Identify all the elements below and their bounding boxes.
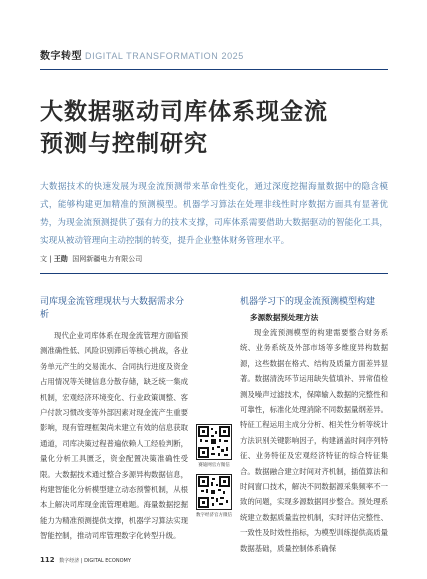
author-org: 国网新疆电力有限公司 xyxy=(72,255,143,263)
section-label xyxy=(40,47,244,62)
right-column-body: 现金流预测模型的构建需要整合财务系统、业务系统及外部市场等多维度异构数据源，这些数据在格式、结构及质量方面差异显著。数据清洗环节运用缺失值填补、异常值检测及噪声过滤技术，保障输入数据的完整性和可靠性，标准化处理消除不同数据量纲差异。特征工程运用主成分分析、相关性分析等统计方法识别关键影响因子，构建涵盖时间序列特征、业务特征及宏观经济特征的综合特征集合。数据融合建立时间对齐机制，插值算法和时间窗口技术，解决不同数据源采集频率不一致的问题，实现多源数据同步整合。预处理系统建立数据质量监控机制，实时评估完整性、一致性及时效性指标，为模型训练提供高质量数据基础，质量控制体系确保 xyxy=(240,328,388,553)
qr-code-block-2 xyxy=(196,474,232,518)
qr-code-icon xyxy=(196,424,232,460)
left-column-body: 现代企业司库体系在现金流管理方面临预测准确性低、风险识别滞后等核心挑战，各业务单元产生的交易流水、合同执行进度及资金占用情况等关键信息分散存储，缺乏统一集成机制，宏观经济环境变化、行业政策调整、客户付款习惯改变等外部因素对现金流产生重要影响，现有管理框架尚未建立有效的信息获取通道，司库决策过程普遍依赖人工经验判断，量化分析工具匮乏，资金配置决策准确性受限。大数据技术通过整合多源异构数据信息，构建智能化分析模型建立动态预警机制，从根本上解决司库现金流管理难题。海量数据挖掘能力为精准预测提供支撑，机器学习算法实现智能控制，推动司库管理数字化转型升级。 xyxy=(40,331,188,541)
qr-code-block-1 xyxy=(196,424,232,468)
qr-code-caption: 赛迪网官方微信 xyxy=(198,463,230,468)
author-name: 王勋 xyxy=(53,255,68,263)
author-line xyxy=(40,254,142,264)
right-column-subheading: 多源数据预处理方法 xyxy=(250,313,319,322)
section-label-en: DIGITAL TRANSFORMATION 2025 xyxy=(85,51,244,61)
article-title-line-2: 预测与控制研究 xyxy=(40,131,208,157)
left-column xyxy=(40,296,188,544)
magazine-name-cn: 数字经济 xyxy=(59,558,80,564)
middle-divider xyxy=(40,273,388,274)
section-label-cn: 数字转型 xyxy=(40,51,82,62)
page-number: 112 xyxy=(40,556,55,564)
article-title-line-1: 大数据驱动司库体系现金流 xyxy=(40,99,328,125)
magazine-name-en: DIGITAL ECONOMY xyxy=(84,558,131,564)
right-column xyxy=(240,296,388,556)
qr-code-caption: 数字经济官方微信 xyxy=(196,513,232,518)
left-column-heading: 司库现金流管理现状与大数据需求分析 xyxy=(40,297,185,320)
top-divider xyxy=(40,69,388,70)
right-column-heading: 机器学习下的现金流预测模型构建 xyxy=(240,297,376,307)
author-prefix: 文 | xyxy=(40,255,54,263)
article-title xyxy=(40,96,328,160)
qr-code-icon xyxy=(196,474,232,510)
page-footer: 112 数字经济 | DIGITAL ECONOMY xyxy=(40,556,131,564)
article-intro: 大数据技术的快速发展为现金流预测带来革命性变化，通过深度挖掘海量数据中的隐含模式，能够构建更加精准的预测模型。机器学习算法在处理非线性时序数据方面具有显著优势，为现金流预测提供了强有力的技术支撑，司库体系需要借助大数据驱动的智能化工具，实现从被动管理向主动控制的转变，提升企业整体财务管理水平。 xyxy=(40,182,388,246)
